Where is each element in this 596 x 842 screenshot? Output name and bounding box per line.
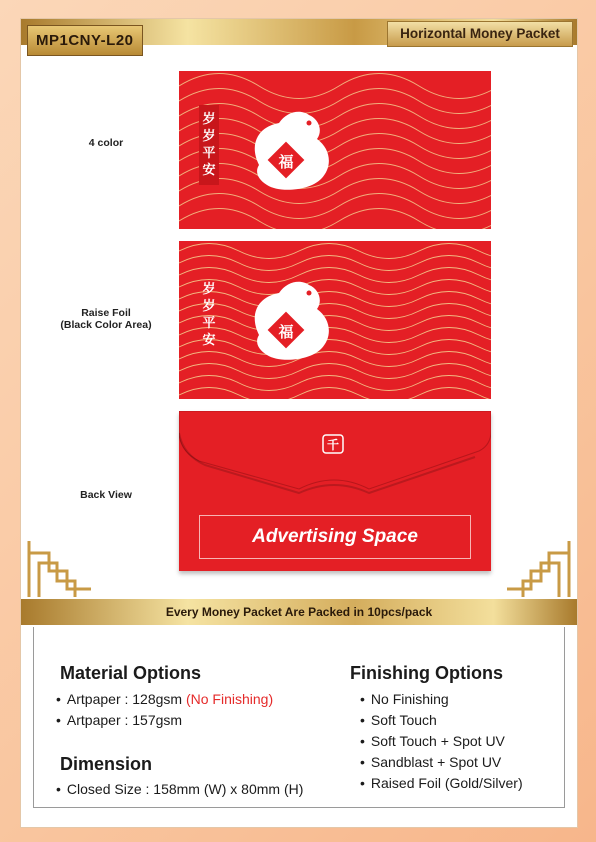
horse-icon — [255, 112, 329, 190]
blessing-vertical-text: 岁岁平安 — [199, 105, 219, 185]
finishing-option: • Raised Foil (Gold/Silver) — [360, 773, 523, 794]
finishing-list — [360, 689, 523, 794]
svg-text:福: 福 — [278, 323, 294, 341]
view-label-raise-foil: Raise Foil (Black Color Area) — [60, 307, 152, 331]
svg-text:福: 福 — [278, 153, 294, 171]
svg-text:千: 千 — [326, 438, 340, 452]
finishing-title: Finishing Options — [350, 663, 503, 683]
finishing-option: • Soft Touch — [360, 710, 523, 731]
packet-4color — [179, 71, 491, 229]
finishing-option: • Sandblast + Spot UV — [360, 752, 523, 773]
product-sheet — [20, 18, 578, 828]
product-code: MP1CNY-L20 — [27, 25, 143, 56]
material-option: • Artpaper : 157gsm — [56, 710, 273, 731]
view-label-back: Back View — [80, 489, 132, 501]
corner-lattice-right — [503, 531, 573, 601]
material-title: Material Options — [60, 663, 202, 683]
advertising-space: Advertising Space — [199, 515, 471, 559]
finishing-option: • No Finishing — [360, 689, 523, 710]
dimension-list — [56, 779, 303, 800]
wave-pattern — [179, 71, 491, 229]
packet-raise-foil — [179, 241, 491, 399]
dimension-value: • Closed Size : 158mm (W) x 80mm (H) — [56, 779, 303, 800]
packet-back — [179, 411, 491, 571]
dimension-title: Dimension — [60, 754, 153, 774]
horse-icon — [255, 282, 329, 360]
packing-note: Every Money Packet Are Packed in 10pcs/pack — [21, 599, 577, 625]
blessing-vertical-text: 岁岁平安 — [202, 282, 216, 348]
finishing-option: • Soft Touch + Spot UV — [360, 731, 523, 752]
product-type: Horizontal Money Packet — [387, 21, 573, 47]
options-panel — [33, 627, 565, 808]
view-label-4color: 4 color — [88, 137, 124, 149]
material-option: • Artpaper : 128gsm (No Finishing) — [56, 689, 273, 710]
foil-wave-pattern — [179, 241, 491, 399]
corner-lattice-left — [25, 531, 95, 601]
material-list — [56, 689, 273, 731]
